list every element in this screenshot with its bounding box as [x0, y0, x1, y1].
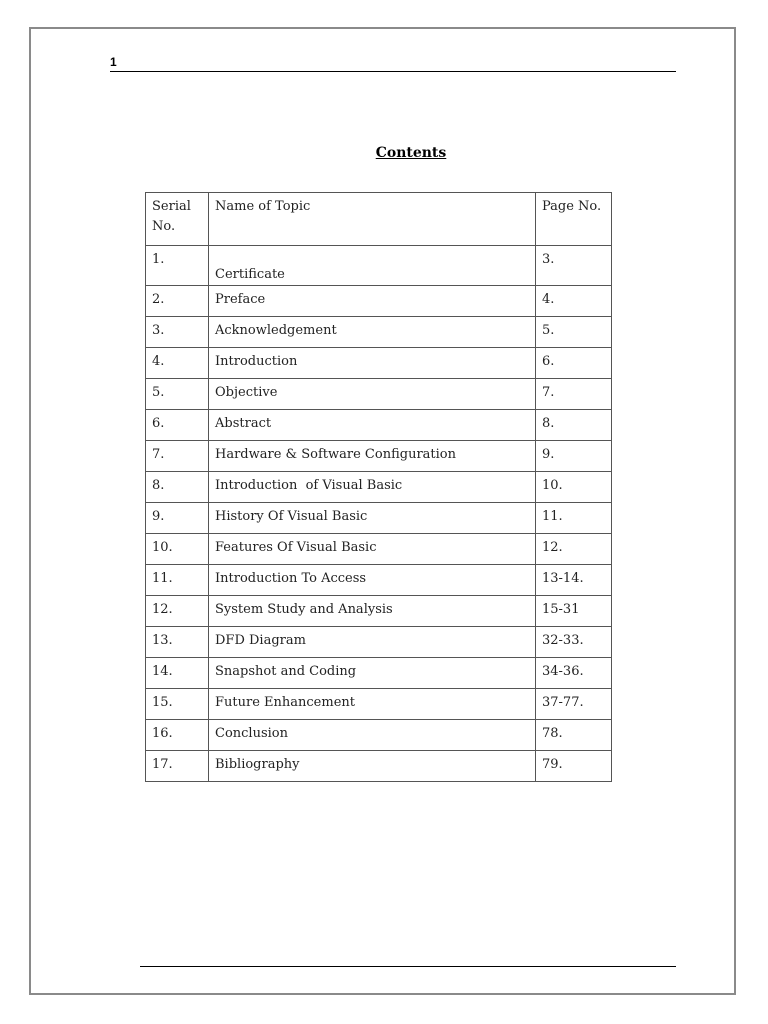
table-row: [146, 596, 612, 627]
table-row: [146, 246, 612, 286]
page-title: Contents: [375, 145, 447, 161]
page-cell: 78.: [536, 720, 612, 751]
topic-cell: History Of Visual Basic: [209, 503, 536, 534]
serial-cell: 7.: [146, 441, 209, 472]
page-cell: 32-33.: [536, 627, 612, 658]
serial-cell: 15.: [146, 689, 209, 720]
topic-cell: System Study and Analysis: [209, 596, 536, 627]
page-cell: 5.: [536, 317, 612, 348]
serial-cell: 14.: [146, 658, 209, 689]
page-cell: 9.: [536, 441, 612, 472]
table-row: [146, 503, 612, 534]
table-row: [146, 348, 612, 379]
header-topic: Name of Topic: [209, 193, 536, 246]
page-cell: 7.: [536, 379, 612, 410]
page-cell: 79.: [536, 751, 612, 782]
table-row: [146, 627, 612, 658]
header-rule: [110, 71, 676, 72]
table-header-row: [146, 193, 612, 246]
topic-cell: [209, 246, 536, 286]
serial-cell: 12.: [146, 596, 209, 627]
page-cell: 6.: [536, 348, 612, 379]
page-number: 1: [110, 55, 117, 69]
topic-cell: Introduction: [209, 348, 536, 379]
table-row: [146, 534, 612, 565]
topic-cell: Future Enhancement: [209, 689, 536, 720]
table-row: [146, 720, 612, 751]
table-row: [146, 379, 612, 410]
topic-cell: Introduction To Access: [209, 565, 536, 596]
serial-cell: 11.: [146, 565, 209, 596]
serial-cell: 1.: [146, 246, 209, 286]
serial-cell: 2.: [146, 286, 209, 317]
topic-cell: Snapshot and Coding: [209, 658, 536, 689]
footer-rule: [140, 966, 676, 967]
topic-cell: DFD Diagram: [209, 627, 536, 658]
topic-text: Certificate: [215, 267, 285, 282]
table-row: [146, 751, 612, 782]
page-cell: 34-36.: [536, 658, 612, 689]
page-cell: 3.: [536, 246, 612, 286]
header-page: Page No.: [536, 193, 612, 246]
serial-cell: 13.: [146, 627, 209, 658]
serial-cell: 5.: [146, 379, 209, 410]
topic-cell: Abstract: [209, 410, 536, 441]
serial-cell: 9.: [146, 503, 209, 534]
page-cell: 15-31: [536, 596, 612, 627]
page-cell: 4.: [536, 286, 612, 317]
topic-cell: Hardware & Software Configuration: [209, 441, 536, 472]
topic-cell: Objective: [209, 379, 536, 410]
serial-cell: 10.: [146, 534, 209, 565]
table-row: [146, 410, 612, 441]
topic-cell: Acknowledgement: [209, 317, 536, 348]
table-row: [146, 658, 612, 689]
topic-cell: Introduction of Visual Basic: [209, 472, 536, 503]
header-serial: Serial No.: [146, 193, 209, 246]
page-cell: 12.: [536, 534, 612, 565]
serial-cell: 4.: [146, 348, 209, 379]
topic-cell: Features Of Visual Basic: [209, 534, 536, 565]
table-row: [146, 689, 612, 720]
table-row: [146, 286, 612, 317]
topic-cell: Bibliography: [209, 751, 536, 782]
table-row: [146, 441, 612, 472]
topic-cell: Preface: [209, 286, 536, 317]
page-cell: 8.: [536, 410, 612, 441]
serial-cell: 16.: [146, 720, 209, 751]
table-row: [146, 317, 612, 348]
serial-cell: 6.: [146, 410, 209, 441]
page-cell: 10.: [536, 472, 612, 503]
serial-cell: 3.: [146, 317, 209, 348]
page-cell: 13-14.: [536, 565, 612, 596]
page-cell: 37-77.: [536, 689, 612, 720]
contents-table: [145, 192, 612, 782]
table-row: [146, 472, 612, 503]
table-row: [146, 565, 612, 596]
serial-cell: 8.: [146, 472, 209, 503]
topic-cell: Conclusion: [209, 720, 536, 751]
serial-cell: 17.: [146, 751, 209, 782]
page-cell: 11.: [536, 503, 612, 534]
